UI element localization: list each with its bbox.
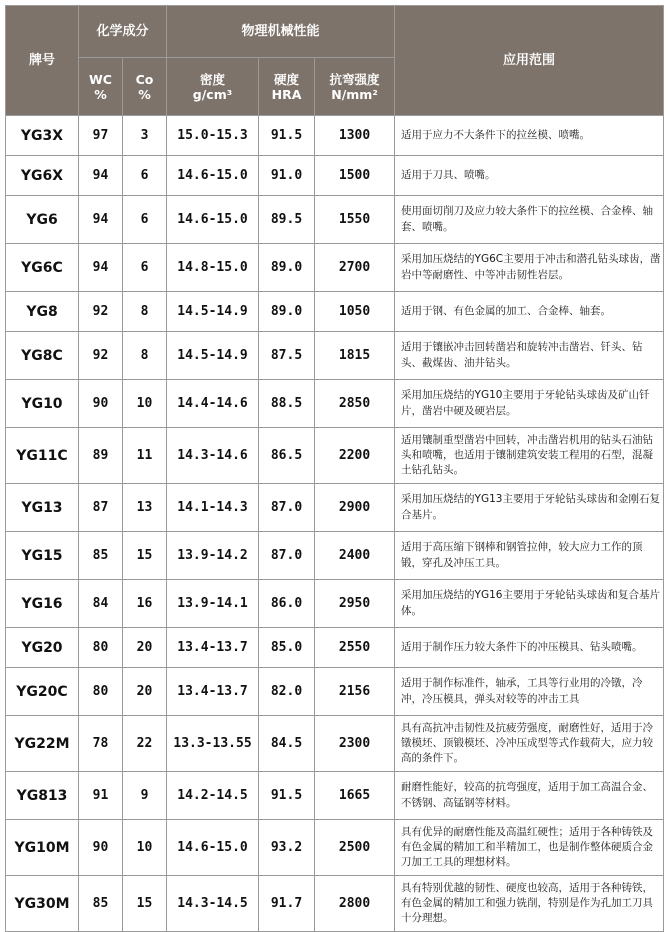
header-co: Co % [123, 58, 167, 116]
cell-grade: YG16 [6, 580, 79, 628]
cell-grade: YG6X [6, 156, 79, 196]
header-grade: 牌号 [6, 6, 79, 116]
table-row [6, 580, 664, 628]
cell-co: 6 [123, 196, 167, 244]
cell-wc: 90 [79, 380, 123, 428]
cell-co: 8 [123, 292, 167, 332]
cell-co: 13 [123, 484, 167, 532]
header-application: 应用范围 [395, 6, 664, 116]
cell-grade: YG11C [6, 428, 79, 484]
cell-strength: 1550 [315, 196, 395, 244]
header-composition: 化学成分 [79, 6, 167, 58]
cell-hardness: 91.5 [259, 772, 315, 820]
table-row [6, 820, 664, 876]
cell-application: 具有优异的耐磨性能及高温红硬性；适用于各种铸铁及有色金属的精加工和半精加工，也是制作整体硬质合金刀加工工具的理想材料。 [395, 820, 664, 876]
header-properties: 物理机械性能 [167, 6, 395, 58]
table-row [6, 380, 664, 428]
cell-density: 14.4-14.6 [167, 380, 259, 428]
cell-co: 10 [123, 380, 167, 428]
cell-co: 3 [123, 116, 167, 156]
cell-density: 14.2-14.5 [167, 772, 259, 820]
table-row [6, 716, 664, 772]
cell-strength: 2200 [315, 428, 395, 484]
cell-density: 13.9-14.1 [167, 580, 259, 628]
cell-strength: 2700 [315, 244, 395, 292]
cell-application: 适用于钢、有色金属的加工、合金棒、轴套。 [395, 292, 664, 332]
table-row [6, 244, 664, 292]
cell-wc: 80 [79, 628, 123, 668]
cell-wc: 94 [79, 196, 123, 244]
cell-density: 14.6-15.0 [167, 820, 259, 876]
cell-hardness: 93.2 [259, 820, 315, 876]
cell-wc: 94 [79, 244, 123, 292]
cell-co: 16 [123, 580, 167, 628]
cell-strength: 2400 [315, 532, 395, 580]
cell-density: 14.5-14.9 [167, 292, 259, 332]
cell-density: 13.9-14.2 [167, 532, 259, 580]
cell-hardness: 82.0 [259, 668, 315, 716]
cell-hardness: 91.5 [259, 116, 315, 156]
table-row [6, 668, 664, 716]
cell-density: 14.3-14.5 [167, 876, 259, 932]
cell-grade: YG8C [6, 332, 79, 380]
cell-co: 10 [123, 820, 167, 876]
cell-strength: 2850 [315, 380, 395, 428]
cell-application: 适用于高压缩下钢棒和钢管拉伸，较大应力工作的顶锻，穿孔及冲压工具。 [395, 532, 664, 580]
cell-density: 13.3-13.55 [167, 716, 259, 772]
cell-application: 适用于制作压力较大条件下的冲压模具、钻头喷嘴。 [395, 628, 664, 668]
cell-wc: 80 [79, 668, 123, 716]
cell-co: 9 [123, 772, 167, 820]
cell-grade: YG20C [6, 668, 79, 716]
table-row [6, 876, 664, 932]
table-row [6, 628, 664, 668]
cell-application: 耐磨性能好，较高的抗弯强度，适用于加工高温合金、不锈钢、高锰钢等材料。 [395, 772, 664, 820]
cell-co: 20 [123, 668, 167, 716]
cell-grade: YG8 [6, 292, 79, 332]
cell-grade: YG10M [6, 820, 79, 876]
carbide-grade-table [5, 5, 664, 932]
cell-application: 采用加压烧结的YG13主要用于牙轮钻头球齿和金刚石复合基片。 [395, 484, 664, 532]
cell-wc: 89 [79, 428, 123, 484]
cell-grade: YG20 [6, 628, 79, 668]
cell-strength: 2950 [315, 580, 395, 628]
cell-strength: 2300 [315, 716, 395, 772]
cell-application: 具有特别优越的韧性、硬度也较高，适用于各种铸铁，有色金属的精加工和强力铣削，特别是作为孔加工刀具十分理想。 [395, 876, 664, 932]
cell-grade: YG10 [6, 380, 79, 428]
header-wc: WC % [79, 58, 123, 116]
cell-density: 13.4-13.7 [167, 628, 259, 668]
cell-wc: 87 [79, 484, 123, 532]
cell-co: 15 [123, 532, 167, 580]
cell-strength: 2550 [315, 628, 395, 668]
cell-application: 采用加压烧结的YG10主要用于牙轮钻头球齿及矿山钎片，凿岩中硬及硬岩层。 [395, 380, 664, 428]
cell-hardness: 87.5 [259, 332, 315, 380]
cell-co: 6 [123, 244, 167, 292]
cell-hardness: 89.0 [259, 244, 315, 292]
table-row [6, 116, 664, 156]
cell-density: 14.3-14.6 [167, 428, 259, 484]
cell-wc: 78 [79, 716, 123, 772]
cell-co: 22 [123, 716, 167, 772]
cell-wc: 84 [79, 580, 123, 628]
table-row [6, 484, 664, 532]
cell-grade: YG30M [6, 876, 79, 932]
cell-strength: 1300 [315, 116, 395, 156]
cell-density: 13.4-13.7 [167, 668, 259, 716]
cell-density: 15.0-15.3 [167, 116, 259, 156]
cell-hardness: 88.5 [259, 380, 315, 428]
cell-grade: YG15 [6, 532, 79, 580]
cell-co: 6 [123, 156, 167, 196]
cell-hardness: 84.5 [259, 716, 315, 772]
table-row [6, 772, 664, 820]
cell-wc: 94 [79, 156, 123, 196]
cell-hardness: 89.5 [259, 196, 315, 244]
cell-grade: YG6 [6, 196, 79, 244]
cell-wc: 92 [79, 292, 123, 332]
cell-application: 采用加压烧结的YG16主要用于牙轮钻头球齿和复合基片体。 [395, 580, 664, 628]
cell-strength: 1815 [315, 332, 395, 380]
cell-grade: YG813 [6, 772, 79, 820]
table-row [6, 532, 664, 580]
table-body [6, 116, 664, 932]
cell-co: 8 [123, 332, 167, 380]
cell-strength: 2800 [315, 876, 395, 932]
cell-hardness: 85.0 [259, 628, 315, 668]
table-header [6, 6, 664, 116]
cell-co: 15 [123, 876, 167, 932]
cell-wc: 85 [79, 876, 123, 932]
grade-table-wrapper [5, 5, 663, 932]
header-strength: 抗弯强度 N/mm² [315, 58, 395, 116]
cell-hardness: 87.0 [259, 532, 315, 580]
cell-density: 14.5-14.9 [167, 332, 259, 380]
cell-application: 适用镶制重型凿岩中回转，冲击凿岩机用的钻头石油钻头和喷嘴，也适用于镶制建筑安装工程用的石型，混凝土钻孔钻头。 [395, 428, 664, 484]
cell-strength: 2900 [315, 484, 395, 532]
cell-application: 采用加压烧结的YG6C主要用于冲击和潜孔钻头球齿，凿岩中等耐磨性、中等冲击韧性岩层。 [395, 244, 664, 292]
cell-strength: 1050 [315, 292, 395, 332]
cell-application: 适用于应力不大条件下的拉丝模、喷嘴。 [395, 116, 664, 156]
cell-wc: 85 [79, 532, 123, 580]
cell-application: 具有高抗冲击韧性及抗疲劳强度，耐磨性好，适用于冷镦模坯、顶锻模坯、冷冲压成型等式作载荷大，应力较高的条件下。 [395, 716, 664, 772]
header-hardness: 硬度 HRA [259, 58, 315, 116]
cell-density: 14.8-15.0 [167, 244, 259, 292]
cell-wc: 90 [79, 820, 123, 876]
cell-hardness: 91.0 [259, 156, 315, 196]
cell-strength: 1665 [315, 772, 395, 820]
cell-strength: 1500 [315, 156, 395, 196]
cell-hardness: 86.0 [259, 580, 315, 628]
cell-application: 使用面切削刀及应力较大条件下的拉丝模、合金棒、轴套、喷嘴。 [395, 196, 664, 244]
cell-wc: 97 [79, 116, 123, 156]
header-density: 密度 g/cm³ [167, 58, 259, 116]
cell-hardness: 87.0 [259, 484, 315, 532]
cell-strength: 2500 [315, 820, 395, 876]
cell-grade: YG22M [6, 716, 79, 772]
table-row [6, 428, 664, 484]
cell-co: 11 [123, 428, 167, 484]
cell-wc: 91 [79, 772, 123, 820]
cell-grade: YG3X [6, 116, 79, 156]
cell-wc: 92 [79, 332, 123, 380]
cell-hardness: 86.5 [259, 428, 315, 484]
cell-grade: YG6C [6, 244, 79, 292]
cell-density: 14.1-14.3 [167, 484, 259, 532]
table-row [6, 292, 664, 332]
table-row [6, 332, 664, 380]
cell-application: 适用于刀具、喷嘴。 [395, 156, 664, 196]
cell-co: 20 [123, 628, 167, 668]
table-row [6, 196, 664, 244]
table-row [6, 156, 664, 196]
cell-hardness: 91.7 [259, 876, 315, 932]
cell-strength: 2156 [315, 668, 395, 716]
cell-density: 14.6-15.0 [167, 156, 259, 196]
cell-grade: YG13 [6, 484, 79, 532]
cell-application: 适用于镶嵌冲击回转凿岩和旋转冲击凿岩、钎头、钻头、截煤齿、油井钻头。 [395, 332, 664, 380]
cell-application: 适用于制作标准件，轴承，工具等行业用的冷镦，冷冲，冷压模具，弹头对较等的冲击工具 [395, 668, 664, 716]
cell-hardness: 89.0 [259, 292, 315, 332]
cell-density: 14.6-15.0 [167, 196, 259, 244]
